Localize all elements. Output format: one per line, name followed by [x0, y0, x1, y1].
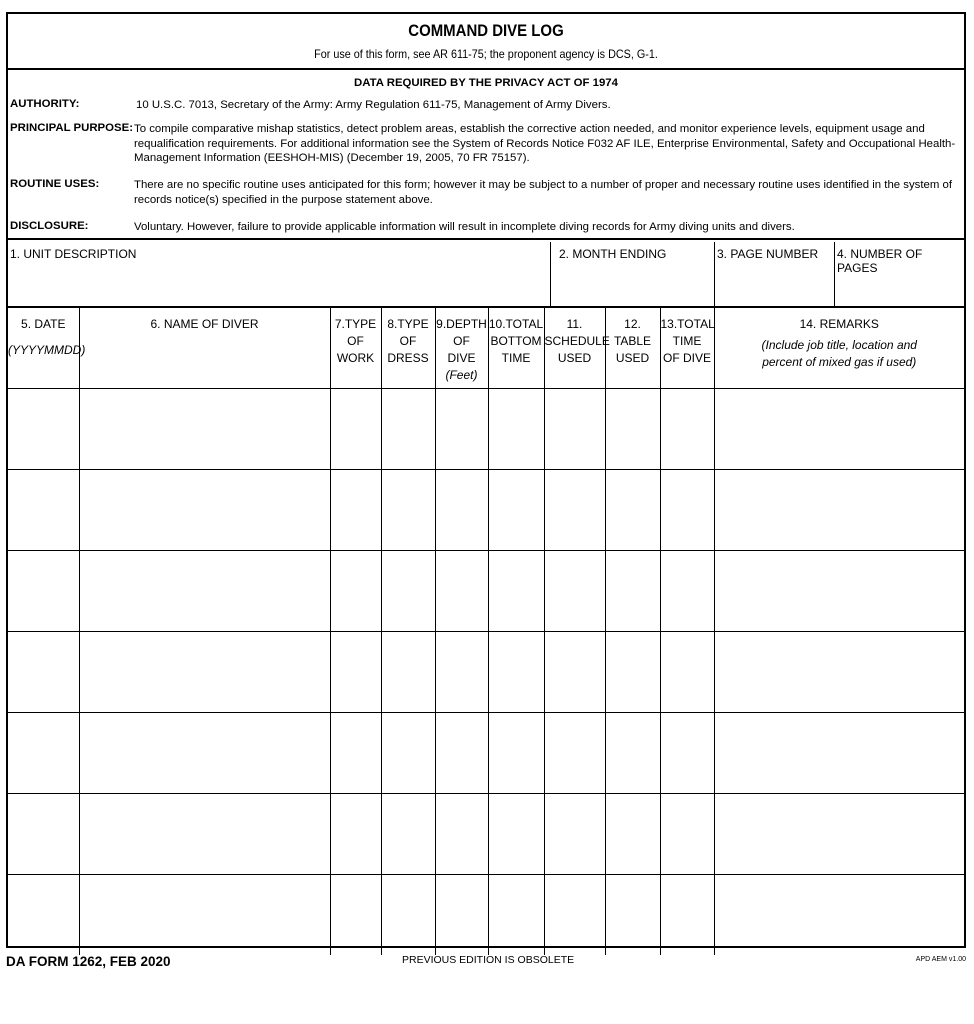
dive-log-form [6, 12, 966, 948]
depth-cell[interactable] [435, 388, 488, 469]
diver-name-cell[interactable] [79, 874, 330, 955]
remarks-cell[interactable] [714, 793, 964, 874]
disclosure-label: DISCLOSURE: [10, 220, 89, 232]
schedule-cell[interactable] [544, 388, 605, 469]
type-of-work-cell[interactable] [330, 550, 381, 631]
depth-cell[interactable] [435, 793, 488, 874]
table-used-column-header: 12. TABLE USED [605, 308, 660, 388]
bottom-time-cell[interactable] [488, 550, 544, 631]
time-of-dive-cell[interactable] [660, 874, 714, 955]
page-number-label: 3. PAGE NUMBER [717, 247, 819, 261]
date-cell[interactable] [8, 631, 79, 712]
time-of-dive-cell[interactable] [660, 631, 714, 712]
table-cell[interactable] [605, 793, 660, 874]
diver-name-cell[interactable] [79, 712, 330, 793]
remarks-cell[interactable] [714, 550, 964, 631]
bottom-time-cell[interactable] [488, 631, 544, 712]
date-column-header: 5. DATE (YYYYMMDD) [8, 308, 79, 388]
purpose-label: PRINCIPAL PURPOSE: [10, 122, 133, 134]
table-row [8, 631, 964, 712]
diver-name-cell[interactable] [79, 631, 330, 712]
schedule-cell[interactable] [544, 793, 605, 874]
schedule-cell[interactable] [544, 550, 605, 631]
identification-section [8, 242, 964, 308]
bottom-time-cell[interactable] [488, 388, 544, 469]
depth-of-dive-column-header: 9.DEPTH OF DIVE (Feet) [435, 308, 488, 388]
type-of-work-cell[interactable] [330, 793, 381, 874]
table-body [8, 388, 964, 955]
type-of-dress-cell[interactable] [381, 874, 435, 955]
privacy-heading: DATA REQUIRED BY THE PRIVACY ACT OF 1974 [354, 77, 618, 89]
table-row [8, 388, 964, 469]
type-of-dress-cell[interactable] [381, 793, 435, 874]
dive-log-table-section [8, 308, 964, 946]
depth-cell[interactable] [435, 712, 488, 793]
bottom-time-cell[interactable] [488, 874, 544, 955]
routine-uses-label: ROUTINE USES: [10, 178, 100, 190]
depth-cell[interactable] [435, 550, 488, 631]
type-of-dress-cell[interactable] [381, 469, 435, 550]
table-row [8, 874, 964, 955]
type-of-dress-cell[interactable] [381, 388, 435, 469]
schedule-cell[interactable] [544, 469, 605, 550]
type-of-dress-cell[interactable] [381, 712, 435, 793]
remarks-cell[interactable] [714, 874, 964, 955]
number-of-pages-label: 4. NUMBER OF PAGES [837, 247, 923, 275]
table-row [8, 793, 964, 874]
table-row [8, 550, 964, 631]
type-of-dress-cell[interactable] [381, 631, 435, 712]
date-cell[interactable] [8, 388, 79, 469]
schedule-used-column-header: 11. SCHEDULE USED [544, 308, 605, 388]
total-time-of-dive-column-header: 13.TOTAL TIME OF DIVE [660, 308, 714, 388]
diver-name-cell[interactable] [79, 793, 330, 874]
form-header [8, 14, 964, 70]
type-of-dress-column-header: 8.TYPE OF DRESS [381, 308, 435, 388]
table-header-row [8, 308, 964, 388]
type-of-dress-cell[interactable] [381, 550, 435, 631]
time-of-dive-cell[interactable] [660, 793, 714, 874]
authority-text: 10 U.S.C. 7013, Secretary of the Army: Army Regulation 611-75, Management of Army Divers. [136, 99, 611, 111]
schedule-cell[interactable] [544, 712, 605, 793]
routine-uses-text: There are no specific routine uses anticipated for this form; however it may be subject to a number of proper and necessary routine uses identified in the system of records notice(s) specified in the purpose statement above. [134, 179, 953, 206]
table-cell[interactable] [605, 469, 660, 550]
version-label: APD AEM v1.00 [915, 956, 966, 963]
privacy-act-section [8, 72, 964, 240]
total-bottom-time-column-header: 10.TOTAL BOTTOM TIME [488, 308, 544, 388]
bottom-time-cell[interactable] [488, 793, 544, 874]
unit-description-label: 1. UNIT DESCRIPTION [10, 247, 137, 261]
time-of-dive-cell[interactable] [660, 388, 714, 469]
form-id: DA FORM 1262, FEB 2020 [6, 954, 171, 969]
depth-cell[interactable] [435, 631, 488, 712]
disclosure-text: Voluntary. However, failure to provide applicable information will result in incomplete diving records for Army diving units and divers. [134, 221, 795, 233]
bottom-time-cell[interactable] [488, 712, 544, 793]
depth-cell[interactable] [435, 874, 488, 955]
table-cell[interactable] [605, 388, 660, 469]
page-number-field[interactable] [714, 242, 834, 306]
authority-label: AUTHORITY: [10, 98, 80, 110]
remarks-column-header: 14. REMARKS (Include job title, location and percent of mixed gas if used) [714, 308, 964, 388]
table-cell[interactable] [605, 874, 660, 955]
date-cell[interactable] [8, 550, 79, 631]
table-cell[interactable] [605, 712, 660, 793]
dive-log-table [8, 308, 964, 955]
type-of-work-cell[interactable] [330, 388, 381, 469]
time-of-dive-cell[interactable] [660, 550, 714, 631]
purpose-text: To compile comparative mishap statistics, detect problem areas, establish the corrective action needed, and monitor experience levels, equipment usage and requalification requirements. For additional information see the System of Records Notice F032 AF ILE, Enterprise Environmental, Safety and Occupational Health-Management Information (EESHOH-MIS) (December 19, 2005, 70 FR 75157). [134, 123, 956, 164]
month-ending-label: 2. MONTH ENDING [559, 247, 667, 261]
diver-name-cell[interactable] [79, 469, 330, 550]
remarks-cell[interactable] [714, 469, 964, 550]
type-of-work-column-header: 7.TYPE OF WORK [330, 308, 381, 388]
type-of-work-cell[interactable] [330, 712, 381, 793]
remarks-cell[interactable] [714, 388, 964, 469]
diver-name-cell[interactable] [79, 550, 330, 631]
table-cell[interactable] [605, 631, 660, 712]
diver-name-cell[interactable] [79, 388, 330, 469]
date-cell[interactable] [8, 469, 79, 550]
schedule-cell[interactable] [544, 874, 605, 955]
time-of-dive-cell[interactable] [660, 469, 714, 550]
form-subtitle: For use of this form, see AR 611-75; the proponent agency is DCS, G-1. [314, 47, 658, 61]
number-of-pages-field[interactable] [834, 242, 964, 306]
date-cell[interactable] [8, 712, 79, 793]
bottom-time-cell[interactable] [488, 469, 544, 550]
remarks-cell[interactable] [714, 712, 964, 793]
type-of-work-cell[interactable] [330, 631, 381, 712]
table-row [8, 469, 964, 550]
diver-name-column-header: 6. NAME OF DIVER [79, 308, 330, 388]
date-cell[interactable] [8, 874, 79, 955]
table-cell[interactable] [605, 550, 660, 631]
form-title: COMMAND DIVE LOG [408, 21, 564, 40]
table-row [8, 712, 964, 793]
type-of-work-cell[interactable] [330, 469, 381, 550]
time-of-dive-cell[interactable] [660, 712, 714, 793]
remarks-cell[interactable] [714, 631, 964, 712]
month-ending-field[interactable] [550, 242, 714, 306]
date-cell[interactable] [8, 793, 79, 874]
unit-description-field[interactable] [8, 242, 550, 306]
schedule-cell[interactable] [544, 631, 605, 712]
depth-cell[interactable] [435, 469, 488, 550]
edition-note: PREVIOUS EDITION IS OBSOLETE [402, 954, 575, 966]
type-of-work-cell[interactable] [330, 874, 381, 955]
